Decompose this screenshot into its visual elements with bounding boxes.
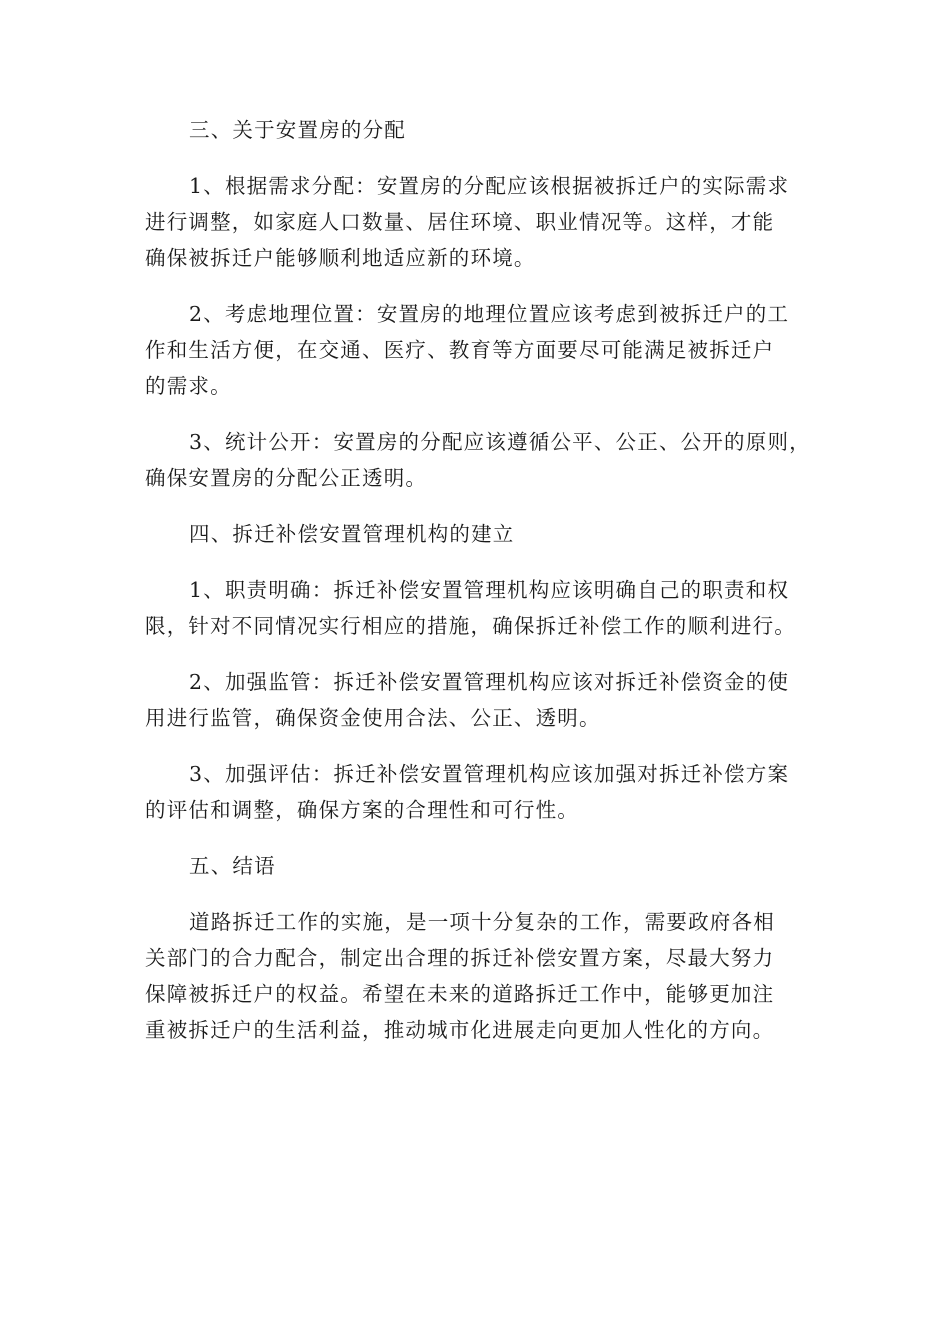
text-line: 2、考虑地理位置：安置房的地理位置应该考虑到被拆迁户的工: [189, 302, 790, 326]
text-line: 四、拆迁补偿安置管理机构的建立: [189, 522, 515, 546]
text-line: 三、关于安置房的分配: [189, 118, 406, 142]
text-line: 进行调整，如家庭人口数量、居住环境、职业情况等。这样，才能: [145, 210, 775, 234]
paragraph-conclusion: [145, 904, 825, 1048]
text-line: 用进行监管，确保资金使用合法、公正、透明。: [145, 706, 601, 730]
text-line: 的需求。: [145, 374, 232, 398]
text-line: 3、统计公开：安置房的分配应该遵循公平、公正、公开的原则，: [189, 430, 811, 454]
text-line: 限，针对不同情况实行相应的措施，确保拆迁补偿工作的顺利进行。: [145, 614, 796, 638]
paragraph-3-3: [145, 424, 825, 496]
text-line: 保障被拆迁户的权益。希望在未来的道路拆迁工作中，能够更加注: [145, 982, 775, 1006]
text-line: 确保安置房的分配公正透明。: [145, 466, 428, 490]
text-line: 重被拆迁户的生活利益，推动城市化进展走向更加人性化的方向。: [145, 1018, 775, 1042]
text-line: 3、加强评估：拆迁补偿安置管理机构应该加强对拆迁补偿方案: [189, 762, 790, 786]
text-line: 关部门的合力配合，制定出合理的拆迁补偿安置方案，尽最大努力: [145, 946, 775, 970]
text-line: 确保被拆迁户能够顺利地适应新的环境。: [145, 246, 536, 270]
text-line: 1、职责明确：拆迁补偿安置管理机构应该明确自己的职责和权: [189, 578, 790, 602]
section-heading-5: [145, 848, 825, 884]
paragraph-3-1: [145, 168, 825, 276]
paragraph-4-3: [145, 756, 825, 828]
text-line: 2、加强监管：拆迁补偿安置管理机构应该对拆迁补偿资金的使: [189, 670, 790, 694]
text-line: 1、根据需求分配：安置房的分配应该根据被拆迁户的实际需求: [189, 174, 790, 198]
paragraph-4-2: [145, 664, 825, 736]
paragraph-3-2: [145, 296, 825, 404]
paragraph-4-1: [145, 572, 825, 644]
section-heading-3: [145, 112, 825, 148]
text-line: 道路拆迁工作的实施，是一项十分复杂的工作，需要政府各相: [189, 910, 775, 934]
text-line: 的评估和调整，确保方案的合理性和可行性。: [145, 798, 579, 822]
document-page: [145, 112, 825, 1068]
section-heading-4: [145, 516, 825, 552]
text-line: 五、结语: [189, 854, 276, 878]
text-line: 作和生活方便，在交通、医疗、教育等方面要尽可能满足被拆迁户: [145, 338, 775, 362]
